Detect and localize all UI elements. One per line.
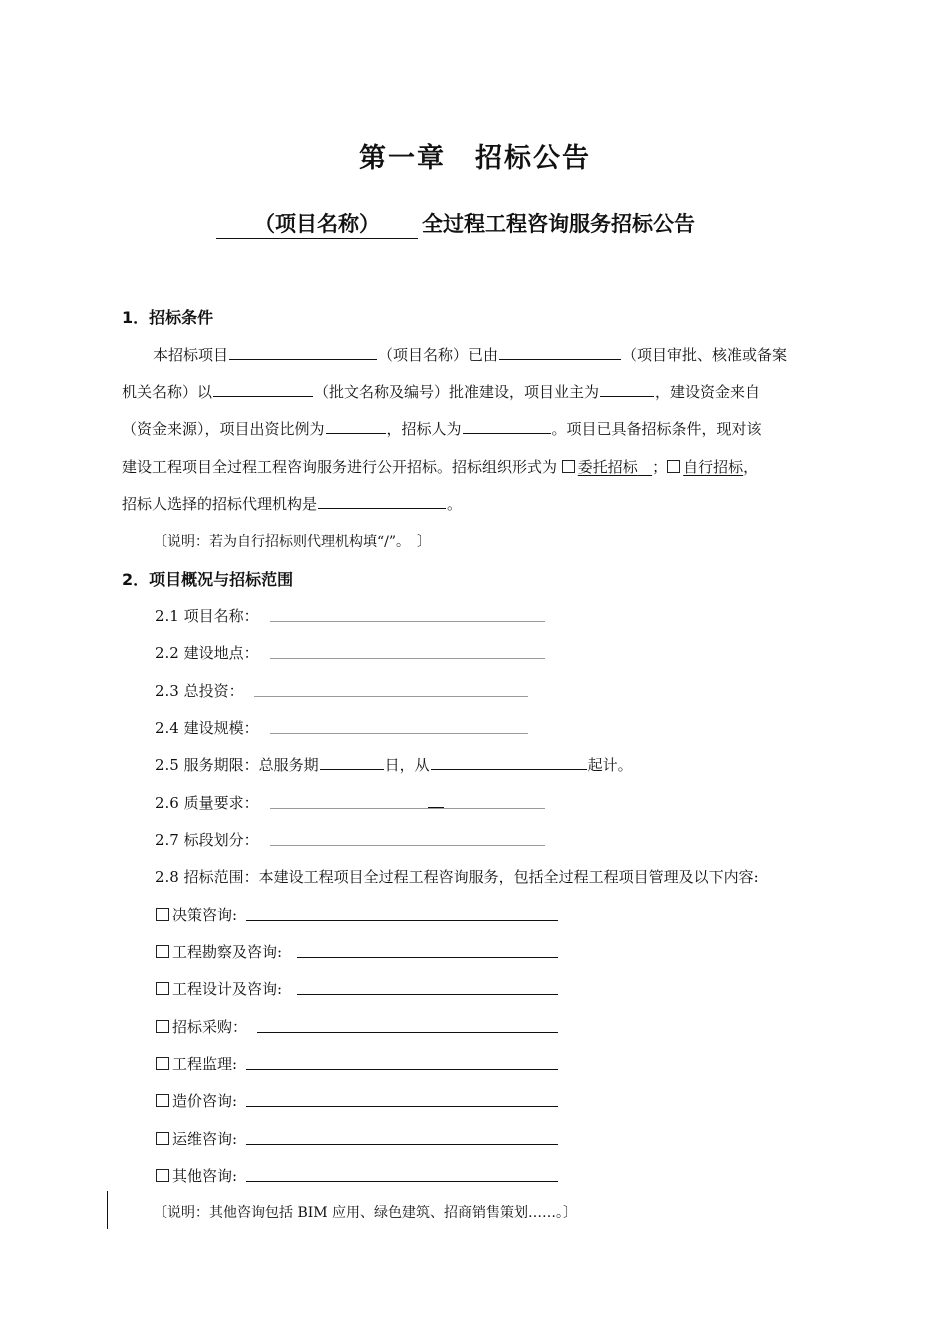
scope-design-label: 工程设计及咨询: — [172, 980, 283, 998]
funding-ratio-field[interactable] — [326, 419, 386, 434]
scope-supervision-field[interactable] — [246, 1069, 558, 1070]
scope-survey-field[interactable] — [297, 957, 558, 958]
scope-survey-checkbox[interactable] — [156, 945, 169, 958]
item-2-5-label: 2.5 服务期限：总服务期 — [155, 756, 319, 774]
section1-line4 — [122, 456, 758, 477]
section1-note: 〔说明：若为自行招标则代理机构填“/”。 〕 — [153, 534, 432, 550]
text: 招标人选择的招标代理机构是 — [122, 495, 318, 513]
scope-procurement — [156, 1016, 247, 1037]
scope-decision — [156, 904, 237, 925]
item-2-2-field[interactable] — [270, 658, 545, 659]
announcement-title-text: 全过程工程咨询服务招标公告 — [422, 212, 695, 236]
scope-other-field[interactable] — [246, 1181, 558, 1182]
item-2-6-field[interactable] — [270, 808, 545, 809]
service-start-field[interactable] — [431, 755, 587, 770]
self-tender-label: 自行招标 — [683, 458, 744, 476]
section1-line1 — [153, 344, 787, 365]
scope-supervision-label: 工程监理: — [172, 1055, 238, 1073]
scope-survey-label: 工程勘察及咨询: — [172, 943, 283, 961]
scope-design-field[interactable] — [297, 994, 558, 995]
section1-line3 — [122, 418, 762, 439]
project-owner-field[interactable] — [600, 382, 654, 397]
scope-supervision-checkbox[interactable] — [156, 1057, 169, 1070]
item-2-4-label: 2.4 建设规模： — [155, 719, 259, 737]
scope-survey — [156, 941, 282, 962]
revision-margin-bar — [107, 1191, 108, 1229]
item-2-5 — [155, 754, 633, 775]
scope-cost-label: 造价咨询: — [172, 1092, 238, 1110]
scope-design — [156, 978, 282, 999]
text: 起计。 — [587, 756, 633, 774]
item-2-3-field[interactable] — [254, 696, 528, 697]
item-2-8-label: 2.8 招标范围：本建设工程项目全过程工程咨询服务，包括全过程工程项目管理及以下内容: — [155, 868, 759, 886]
section2-heading: 2．项目概况与招标范围 — [122, 570, 294, 589]
text: 。 — [447, 495, 463, 513]
chapter-title: 第一章 招标公告 — [359, 143, 591, 174]
text: （项目审批、核准或备案 — [622, 346, 788, 364]
scope-cost — [156, 1090, 237, 1111]
text: ，建设资金来自 — [655, 383, 761, 401]
scope-operation-checkbox[interactable] — [156, 1132, 169, 1145]
text: （项目名称）已由 — [378, 346, 499, 364]
scope-decision-field[interactable] — [246, 920, 558, 921]
approval-authority-field[interactable] — [499, 345, 621, 360]
text: ，招标人为 — [386, 420, 462, 438]
scope-other — [156, 1165, 237, 1186]
scope-procurement-checkbox[interactable] — [156, 1020, 169, 1033]
self-tender-checkbox[interactable] — [667, 460, 680, 473]
scope-design-checkbox[interactable] — [156, 982, 169, 995]
scope-other-checkbox[interactable] — [156, 1169, 169, 1182]
item-2-1-label: 2.1 项目名称： — [155, 607, 259, 625]
item-2-3-label: 2.3 总投资： — [155, 682, 244, 700]
service-days-field[interactable] — [320, 755, 384, 770]
section1-line5 — [122, 493, 462, 514]
scope-operation-label: 运维咨询: — [172, 1130, 238, 1148]
text: （资金来源），项目出资比例为 — [122, 420, 325, 438]
scope-decision-checkbox[interactable] — [156, 908, 169, 921]
text: ； — [652, 458, 668, 476]
text: （批文名称及编号）批准建设，项目业主为 — [314, 383, 600, 401]
section1-heading: 1．招标条件 — [122, 308, 214, 327]
item-2-7-field[interactable] — [270, 845, 545, 846]
announcement-title — [216, 208, 695, 239]
scope-operation-field[interactable] — [246, 1144, 558, 1145]
scope-supervision — [156, 1053, 237, 1074]
item-2-6-label: 2.6 质量要求： — [155, 794, 259, 812]
entrusted-tender-label: 委托招标 — [577, 458, 638, 476]
text: 日，从 — [384, 756, 430, 774]
scope-decision-label: 决策咨询: — [172, 906, 238, 924]
scope-other-label: 其他咨询: — [172, 1167, 238, 1185]
text: 建设工程项目全过程工程咨询服务进行公开招标。招标组织形式为 — [122, 458, 558, 476]
approval-document-field[interactable] — [213, 382, 313, 397]
entrusted-tender-checkbox[interactable] — [562, 460, 575, 473]
scope-cost-checkbox[interactable] — [156, 1094, 169, 1107]
text: 本招标项目 — [153, 346, 229, 364]
scope-procurement-field[interactable] — [257, 1032, 558, 1033]
scope-procurement-label: 招标采购： — [172, 1018, 248, 1036]
agency-field[interactable] — [318, 494, 446, 509]
tenderer-field[interactable] — [463, 419, 551, 434]
section2-note: 〔说明：其他咨询包括 BIM 应用、绿色建筑、招商销售策划……。〕 — [153, 1205, 578, 1221]
text: ， — [743, 458, 759, 476]
text: 机关名称）以 — [122, 383, 213, 401]
text: 。项目已具备招标条件，现对该 — [551, 420, 762, 438]
project-name-placeholder: （项目名称） — [216, 210, 418, 239]
item-2-4-field[interactable] — [270, 733, 528, 734]
section1-line2 — [122, 381, 760, 402]
scope-operation — [156, 1128, 237, 1149]
scope-cost-field[interactable] — [246, 1106, 558, 1107]
item-2-7-label: 2.7 标段划分： — [155, 831, 259, 849]
item-2-2-label: 2.2 建设地点： — [155, 644, 259, 662]
project-name-field[interactable] — [229, 345, 377, 360]
item-2-6-mark — [428, 807, 444, 808]
item-2-1-field[interactable] — [270, 621, 545, 622]
